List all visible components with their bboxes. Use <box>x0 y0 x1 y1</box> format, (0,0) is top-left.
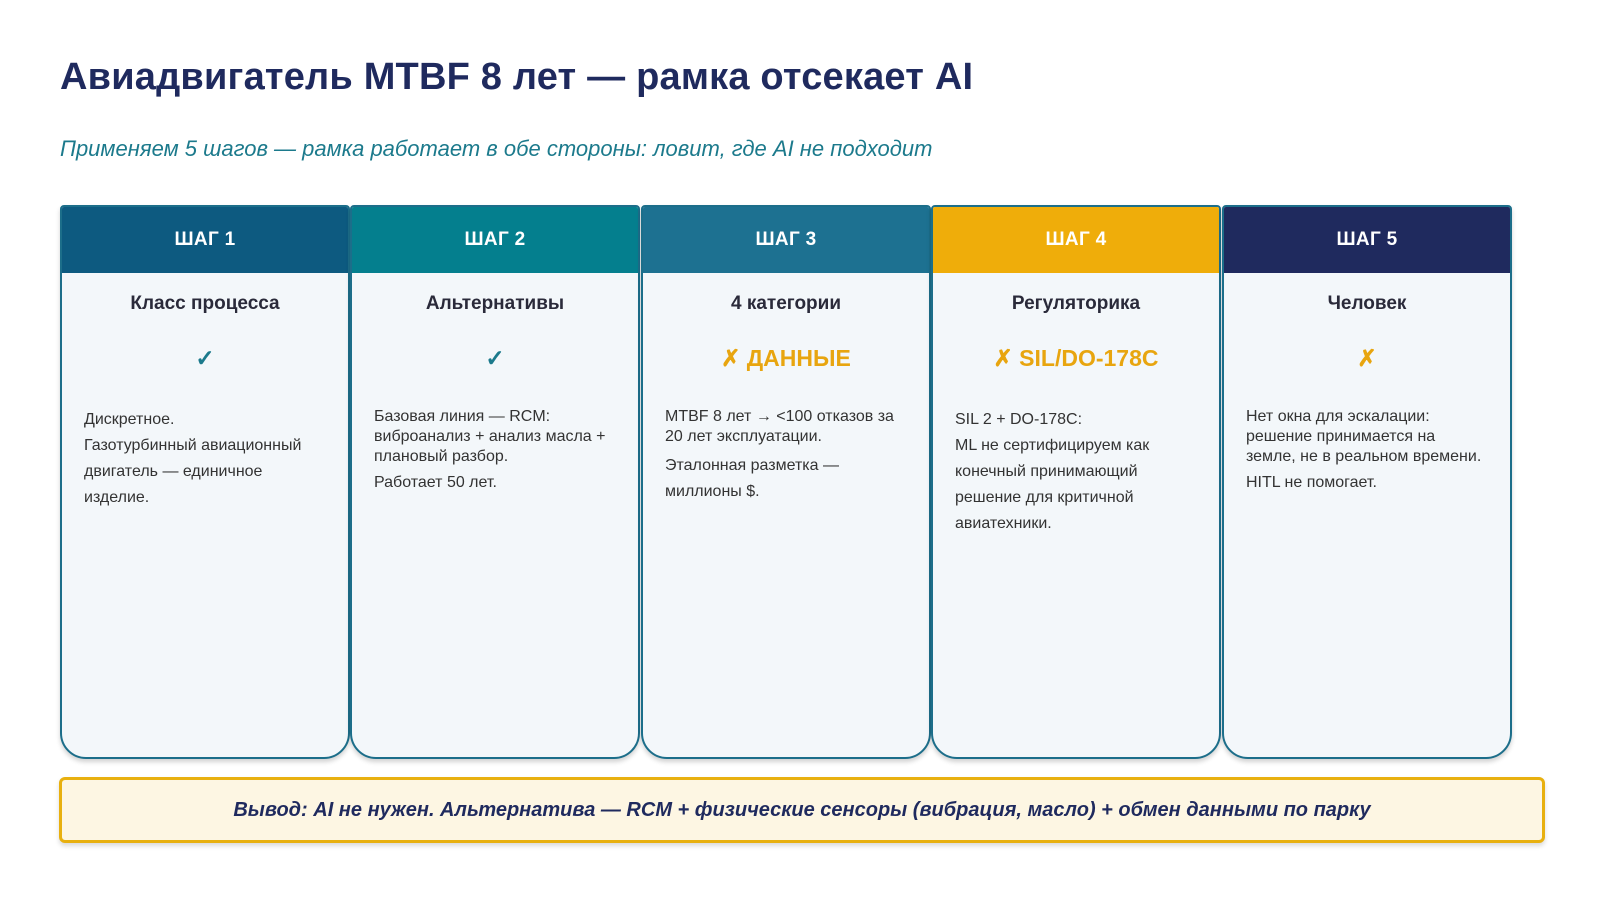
step-body-4 <box>933 407 1219 537</box>
step-body-line: Работает 50 лет. <box>374 474 497 491</box>
step-body-line: Газотурбинный авиационный <box>84 437 302 454</box>
step-body-line: двигатель — единичное <box>84 463 263 480</box>
step-card-5 <box>1222 205 1512 759</box>
step-header-1: ШАГ 1 <box>62 207 348 273</box>
step-body-line: конечный принимающий <box>955 463 1138 480</box>
step-body-line: изделие. <box>84 489 150 506</box>
step-card-2 <box>350 205 640 759</box>
step-body-line: Дискретное. <box>84 411 175 428</box>
step-body-line: решение для критичной <box>955 489 1134 506</box>
steps-row <box>60 205 1542 760</box>
conclusion-banner: Вывод: AI не нужен. Альтернатива — RCM + физические сенсоры (вибрация, масло) + обмен данными по парку <box>59 777 1545 843</box>
step-body-line: Эталонная разметка — <box>665 457 839 474</box>
page-title: Авиадвигатель MTBF 8 лет — рамка отсекает AI <box>60 56 974 98</box>
step-body-3 <box>643 407 929 505</box>
step-heading-2: Альтернативы <box>425 293 565 314</box>
cross-icon: ✗ <box>1357 345 1377 371</box>
step-heading-3: 4 категории <box>730 293 842 314</box>
page-subtitle: Применяем 5 шагов — рамка работает в обе стороны: ловит, где AI не подходит <box>60 136 933 161</box>
step-header-2: ШАГ 2 <box>352 207 638 273</box>
step-body-line: ML не сертифицируем как <box>955 437 1150 454</box>
step-header-5: ШАГ 5 <box>1224 207 1510 273</box>
step-card-3 <box>641 205 931 759</box>
step-header-4: ШАГ 4 <box>933 207 1219 273</box>
step-heading-1: Класс процесса <box>130 293 280 314</box>
step-body-line: HITL не помогает. <box>1246 474 1377 491</box>
step-heading-5: Человек <box>1327 293 1407 314</box>
step-header-3: ШАГ 3 <box>643 207 929 273</box>
step-body-line: MTBF 8 лет → <100 отказов за 20 лет эксплуатации. <box>665 408 894 445</box>
step-body-line: миллионы $. <box>665 483 760 500</box>
step-body-2 <box>352 407 638 493</box>
step-heading-4: Регуляторика <box>1011 293 1141 314</box>
check-icon: ✓ <box>195 345 215 371</box>
cross-icon: ✗ ДАННЫЕ <box>721 345 851 371</box>
step-card-4 <box>931 205 1221 759</box>
cross-icon: ✗ SIL/DO-178C <box>993 345 1159 371</box>
step-body-line: Нет окна для эскалации: решение принимается на земле, не в реальном времени. <box>1246 408 1482 465</box>
step-body-line: SIL 2 + DO-178C: <box>955 411 1083 428</box>
step-card-1 <box>60 205 350 759</box>
step-body-line: Базовая линия — RCM: виброанализ + анализ масла + плановый разбор. <box>374 408 606 465</box>
check-icon: ✓ <box>485 345 505 371</box>
step-body-5 <box>1224 407 1510 493</box>
step-body-line: авиатехники. <box>955 515 1052 532</box>
step-body-1 <box>62 407 348 511</box>
